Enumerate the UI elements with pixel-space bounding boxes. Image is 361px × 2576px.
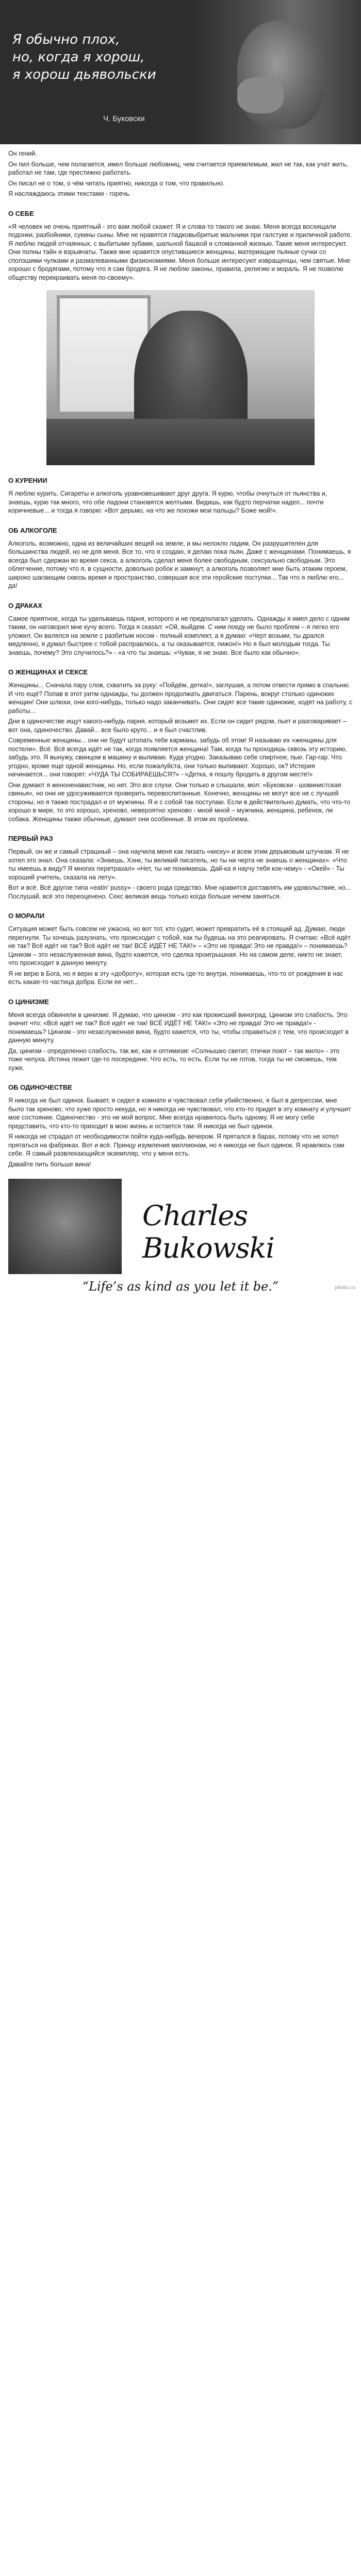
section-title: О МОРАЛИ (8, 912, 45, 920)
section-title: О ДРАКАХ (8, 601, 42, 609)
section-title: О КУРЕНИИ (8, 477, 47, 484)
section-first-time (8, 835, 353, 901)
section-paragraph: Современные женщины... они не будут штопать тебе карманы, забудь об этом! Я называю их «женщины для постели». Всё. Всё всегда идёт не так, когда появляется женщина! Там, когда ты проходишь сквозь эту историю, забудь это. Я вынужу, свинцом в машину и выливаю. Куда угодно. Заказываю себе спиртное, пью. Гар-гар. Что угодно, кроме еще одной женщины. Но, если пожалуйста, они только выпивают. Хорошо, ок? Истерия начинается... они говорят: «ЧУДА ТЫ СОБИРАЕШЬСЯ?» - «Детка, я пошлу бродить в другом месте!» (8, 737, 347, 778)
section-about-self (8, 210, 353, 282)
author-signature: Charles Bukowski (142, 1199, 274, 1264)
footer-banner (8, 1179, 353, 1274)
section-fights (8, 602, 353, 657)
section-smoking (8, 477, 353, 515)
section-paragraph: Самое приятное, когда ты удельваешь парня, которого и не предполагал уделать. Однажды я имел дело с одним таким, он наговорил мне кучу всего. Тогда я сказал: «Ой, выйдем. С ним поеду не было проблем – я легко его уложил. Он валялся на земле с разбитым носом - полный комплект, а я думаю: «Черт возьми, ты дрался медленно, я думал быстрее с тобой расправлюсь, а ты оказывается, пижон!» Но я был молодым тогда. Ты знаешь, почему? Это случилось?» - «а что ты знаешь: «Чувак, я не знаю. Все было как обычно». (8, 615, 350, 656)
banner-quote (12, 31, 188, 83)
header-banner (0, 0, 361, 144)
intro-paragraph: Он гений. (8, 150, 37, 157)
section-title: О ЦИНИЗМЕ (8, 997, 49, 1006)
section-paragraph: Давайте пить больше вина! (8, 1160, 91, 1168)
quote-line: но, когда я хорош, (12, 49, 145, 65)
section-paragraph: Женщины... Сначала пару слов, схватить за руку: «Пойдём, детка!», заглушая, а потом отвести прямо в спальню. И что ещё? Попав в этот ритм однажды, ты должен продолжать двигаться. Парень, вокруг столько одиноких женщин! Они шлюхи, они кого-нибудь, только надо заканчивать. Они сидят все такие одинокие, ходят на работу, с работы... (8, 682, 353, 715)
article-body (0, 144, 361, 1294)
quote-line: я хорош дьявольски (12, 67, 156, 82)
section-loneliness (8, 1083, 353, 1168)
quote-line: Я обычно плох, (12, 32, 120, 47)
section-paragraph: «Я человек не очень приятный - это вам любой скажет. Я и слова-то такого не знаю. Меня всегда восхищали подонки, разбойники, сукины сыны. Мне не нравятся гладковыбритые мальчики при галстуке и приличной работе. Я люблю людей отчаянных, с выбитыми зубами, шальной башкой и сломанной жизнью. Такие меня интересуют. Они полны тайн и взрывчаты. Также мне нравятся опустившиеся женщины, материащие пьяные сучки со сползшими чулками и размалеванными физиономиями. Меня больше интересуют извращенцы, чем святые. Мне хорошо с бродягами, потому что я сам бродяга. Я не люблю законы, правила, религию и мораль. Я не позволю обществу перекраивать меня по-своему». (8, 223, 352, 281)
author-hand (237, 77, 284, 113)
section-title: ПЕРВЫЙ РАЗ (8, 835, 53, 842)
site-watermark: pikabu.ru (334, 1285, 356, 1291)
author-portrait (8, 1179, 122, 1274)
author-photo (191, 0, 361, 144)
section-paragraph: Я не верю в Бога, но я верю в эту «доброту», которая есть где-то внутри, понимаешь, что-то от рождения в нас есть какая-то частица добра. Если ее нет... (8, 970, 343, 986)
section-morals (8, 912, 353, 987)
section-paragraph: Я никогда не страдал от необходимости пойти куда-нибудь вечером. Я прятался в барах, потому что не хотел прятаться на фабриках. Вот и всё. Принцу изумления миллионам, но я никогда не был одинок. Я нравлюсь сам себе. Я самый развлекающийся экземпляр, что у меня есть. (8, 1133, 344, 1157)
section-women (8, 668, 353, 823)
section-paragraph: Они думают я женоненавистник, но нет. Это все слухи. Они только и слышали, мол: «Буковски - шовинистская свинья», но они не удосуживаются проверить перевоспитанные. Конечно, женщины не могут все не с лучшей стороны, но я также пострадал и от мужчины. Я и с собой так поступаю. Если в действительно думать, что что-то хорошо в мире, то это хорошо, хреново, невероятно хреново - мной мной – мужчина, женщина, ребенок, ли собака. Женщины также обычные, думают они особенные. В этом их проблема. (8, 781, 351, 823)
section-title: ОБ ОДИНОЧЕСТВЕ (8, 1083, 72, 1091)
section-title: О СЕБЕ (8, 209, 34, 217)
section-paragraph: Я никогда не был одинок. Бывает, я сидел в комнате и чувствовал себя убийственно, я был в депрессии, мне было так хреново, что хуже просто некуда, но я никогда не чувствовал, что кто-то придет в эту комнату и улучшит мое состояние. Одиночество - это не мой вопрос. Мне всегда нравилось быть одному. Я не могу себе представить, что кто-то приходит в мою жизнь и остается там. Я никогда не был одинок. (8, 1097, 351, 1130)
section-paragraph: Да, цинизм - определенно слабость, так же, как и оптимизм: «Солнышко светит, птички поют – так мило» - это тоже чепуха. Истина лежит где-то посередине. Что есть, то есть. Если ты не готов, тогда ты не сможешь, тем хуже. (8, 1047, 340, 1072)
section-paragraph: Ситуация может быть совсем не ужасна, но вот тот, кто судит, может превратить её в стоящий ад. Думаю, люди перегнули. Ты хочешь разузнать, что происходит с тобой, как ты будешь на это реагировать. Я считаю: «Всё идёт не так? Всё идёт не так? Всё идёт не так! ВСЁ ИДЁТ НЕ ТАК!» – «Это не правда! Это не правда!» – понимаешь? Цинизм – это незаслуженная вина, будто кажется, что сделка проигрышная. Но на самом деле, никто не знает, что происходит в данную минуту. (8, 925, 351, 967)
intro-paragraph: Он писал не о том, о чём читать приятно, никогда о том, что правильно. (8, 179, 225, 187)
section-paragraph: Вот и всё. Всё другое типа «eatin’ pussy» - своего рода средство. Мне нравится доставлять им удовольствие, но... Послушай, всё это переоценено. Секс великая вещь только когда больше нечем заняться. (8, 884, 351, 900)
section-title: О ЖЕНЩИНАХ И СЕКСЕ (8, 668, 88, 676)
section-cynicism (8, 998, 353, 1073)
section-paragraph: Дни в одиночестве ищут какого-нибудь парня, который возьмет их. Если он сидит рядом, пьет и разговаривает – вот она, одиночество. Давай... все было круто... и я был счастлив. (8, 718, 347, 734)
quote-author: Ч. Буковски (103, 114, 145, 123)
footer-quote: “Life’s as kind as you let it be.” (82, 1279, 279, 1294)
intro-paragraph: Он пил больше, чем полагается, имел больше любовниц, чем считается приемлемым, жил не так, как учат жить, работал не там, где престижно работать. (8, 160, 348, 176)
kitchen-photo (46, 290, 315, 465)
stove (46, 419, 315, 465)
intro (8, 149, 353, 198)
intro-paragraph: Я наслаждаюсь этими текстами - горечь. (8, 190, 131, 197)
section-paragraph: Алкоголь, возможно, одна из величайших вещей на земле, и мы нелокло ладим. Он разрушителен для большинства людей, но не для меня. Все то, что я создаю, я делаю пока пьян. Даже с женщинами. Понимаешь, я всегда был сдержан во время секса, а алкоголь сделал меня более свободным, сексуально свободным. Это облегчение, потому что я, в сущности, довольно робок и замкнут, а алкоголь позволяет мне быть этаким героем, широко шагающим сквозь время и пространство, совершая все эти геройские поступки... Так что я люблю его... да! (8, 539, 351, 589)
section-paragraph: Первый, он же и самый страшный – она научила меня как лизать «киску» и всем этим дерьмовым штучкам. Я не хотел это знал. Она сказала: «Знаешь, Хэнк, ты великий писатель, но ты ни черта не знаешь о женщинах». «Что ты имеешь в виду? Я многих перетрахал» «Нет, ты не понимаешь. Дай-ка я научу тебя кое-чему» - «Окей» - Ты хороший учитель, сказала на лету». (8, 848, 349, 881)
section-paragraph: Я люблю курить. Сигареты и алкоголь уравновешивают друг друга. Я курю, чтобы очнуться от пьянства и, знаешь, курю так много, что обе ладони становятся желтыми. Видишь, как будто перчатки надел... почти коричневые... и тогда я говорю: «Вот дерьмо, на что же похожи мои пальцы? Боже мой!». (8, 490, 327, 514)
section-paragraph: Меня всегда обвиняли в цинизме. Я думаю, что цинизм - это как прокисший виноград. Цинизм это слабость. Это значит что: «Всё идёт не так? Всё идёт не так! ВСЁ ИДЁТ НЕ ТАК!» «Это не правда! Это не правда!» - понимаешь? Цинизм - это незаслуженная вина, будто кажется, что ты, чтобы справиться с тем, что происходит в данную минуту. (8, 1011, 349, 1044)
section-alcohol (8, 527, 353, 590)
section-title: ОБ АЛКОГОЛЕ (8, 526, 57, 534)
